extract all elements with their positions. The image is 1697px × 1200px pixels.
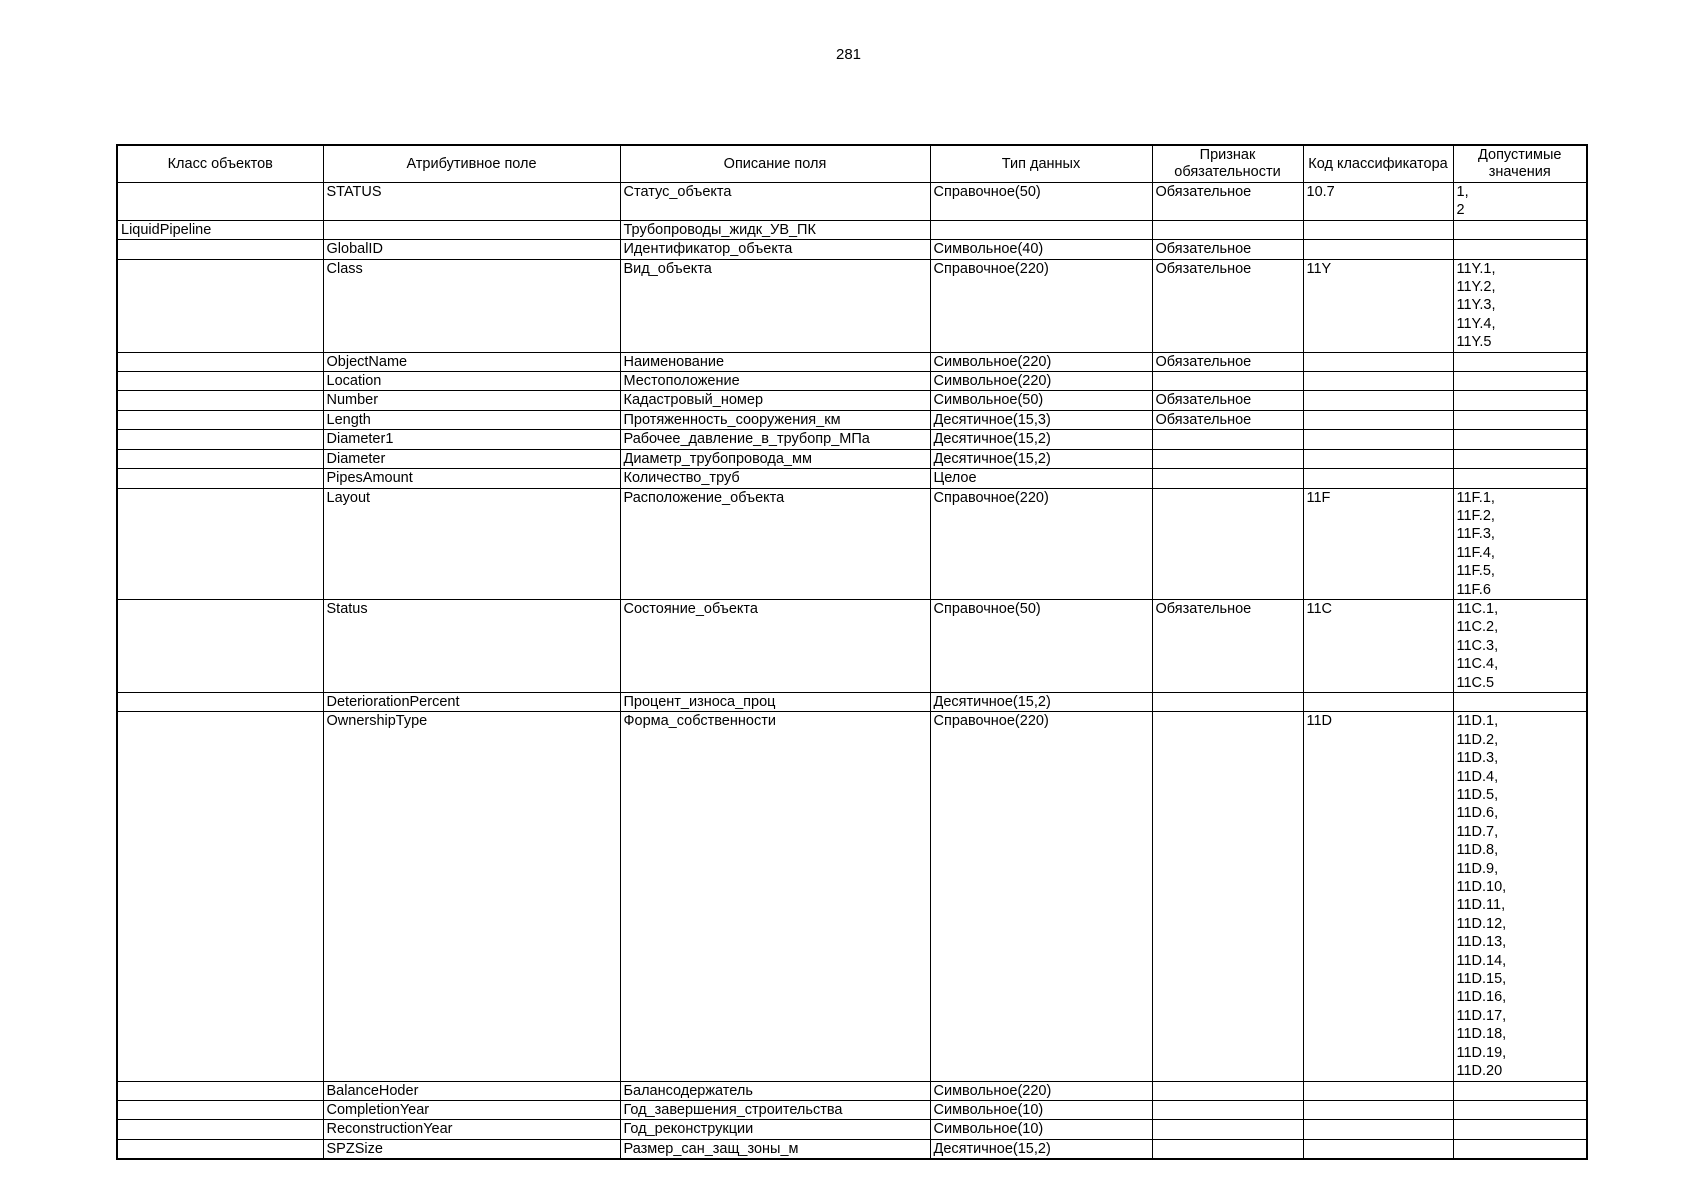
table-row [117, 712, 1587, 1081]
cell-field-description: Диаметр_трубопровода_мм [620, 449, 930, 468]
cell-object-class [117, 1139, 323, 1159]
cell-field-description: Состояние_объекта [620, 599, 930, 692]
cell-classifier-code [1303, 240, 1453, 259]
cell-attribute-field: OwnershipType [323, 712, 620, 1081]
header-classifier-code: Код классификатора [1303, 145, 1453, 183]
table-header-row [117, 145, 1587, 183]
cell-data-type: Целое [930, 469, 1152, 488]
cell-required-flag [1152, 1120, 1303, 1139]
cell-classifier-code [1303, 410, 1453, 429]
cell-object-class [117, 1100, 323, 1119]
cell-required-flag: Обязательное [1152, 599, 1303, 692]
cell-allowed-values: 11Y.1, 11Y.2, 11Y.3, 11Y.4, 11Y.5 [1453, 259, 1587, 352]
cell-attribute-field: GlobalID [323, 240, 620, 259]
cell-classifier-code [1303, 391, 1453, 410]
cell-data-type: Десятичное(15,2) [930, 430, 1152, 449]
cell-field-description: Рабочее_давление_в_трубопр_МПа [620, 430, 930, 449]
cell-attribute-field: PipesAmount [323, 469, 620, 488]
cell-required-flag [1152, 1100, 1303, 1119]
cell-attribute-field: Status [323, 599, 620, 692]
cell-required-flag: Обязательное [1152, 352, 1303, 371]
cell-object-class [117, 391, 323, 410]
cell-field-description: Год_реконструкции [620, 1120, 930, 1139]
cell-classifier-code: 10.7 [1303, 183, 1453, 221]
cell-attribute-field: Length [323, 410, 620, 429]
cell-object-class [117, 449, 323, 468]
header-data-type: Тип данных [930, 145, 1152, 183]
cell-classifier-code [1303, 1120, 1453, 1139]
cell-required-flag [1152, 488, 1303, 599]
header-allowed-values: Допустимые значения [1453, 145, 1587, 183]
cell-allowed-values [1453, 1139, 1587, 1159]
cell-classifier-code [1303, 1139, 1453, 1159]
cell-object-class [117, 352, 323, 371]
cell-required-flag [1152, 372, 1303, 391]
cell-data-type: Десятичное(15,2) [930, 449, 1152, 468]
cell-required-flag: Обязательное [1152, 240, 1303, 259]
cell-allowed-values [1453, 240, 1587, 259]
cell-field-description: Форма_собственности [620, 712, 930, 1081]
cell-field-description: Вид_объекта [620, 259, 930, 352]
table-row [117, 240, 1587, 259]
cell-data-type: Справочное(220) [930, 488, 1152, 599]
cell-object-class [117, 692, 323, 711]
table-row [117, 469, 1587, 488]
cell-field-description: Количество_труб [620, 469, 930, 488]
cell-allowed-values [1453, 1081, 1587, 1100]
cell-classifier-code [1303, 430, 1453, 449]
cell-field-description: Статус_объекта [620, 183, 930, 221]
cell-data-type: Символьное(50) [930, 391, 1152, 410]
cell-allowed-values [1453, 220, 1587, 239]
header-field-description: Описание поля [620, 145, 930, 183]
cell-attribute-field: BalanceHoder [323, 1081, 620, 1100]
cell-field-description: Балансодержатель [620, 1081, 930, 1100]
cell-allowed-values [1453, 692, 1587, 711]
cell-allowed-values [1453, 1120, 1587, 1139]
table-row [117, 1120, 1587, 1139]
cell-data-type: Символьное(40) [930, 240, 1152, 259]
cell-attribute-field: ObjectName [323, 352, 620, 371]
cell-required-flag [1152, 449, 1303, 468]
cell-attribute-field: CompletionYear [323, 1100, 620, 1119]
cell-field-description: Идентификатор_объекта [620, 240, 930, 259]
cell-allowed-values [1453, 391, 1587, 410]
cell-classifier-code: 11D [1303, 712, 1453, 1081]
cell-attribute-field: ReconstructionYear [323, 1120, 620, 1139]
cell-classifier-code [1303, 449, 1453, 468]
cell-object-class [117, 240, 323, 259]
cell-allowed-values [1453, 410, 1587, 429]
cell-data-type: Десятичное(15,2) [930, 692, 1152, 711]
cell-data-type: Справочное(220) [930, 259, 1152, 352]
header-required-flag: Признак обязательности [1152, 145, 1303, 183]
cell-field-description: Наименование [620, 352, 930, 371]
cell-required-flag [1152, 220, 1303, 239]
cell-field-description: Местоположение [620, 372, 930, 391]
cell-object-class [117, 259, 323, 352]
cell-required-flag [1152, 712, 1303, 1081]
cell-data-type: Символьное(220) [930, 1081, 1152, 1100]
table-row [117, 1081, 1587, 1100]
cell-classifier-code: 11F [1303, 488, 1453, 599]
header-attribute-field: Атрибутивное поле [323, 145, 620, 183]
cell-data-type: Справочное(220) [930, 712, 1152, 1081]
cell-field-description: Год_завершения_строительства [620, 1100, 930, 1119]
cell-attribute-field: Diameter [323, 449, 620, 468]
cell-required-flag [1152, 1139, 1303, 1159]
cell-attribute-field: Number [323, 391, 620, 410]
cell-field-description: Протяженность_сооружения_км [620, 410, 930, 429]
cell-object-class [117, 372, 323, 391]
table-row [117, 183, 1587, 221]
cell-attribute-field: Diameter1 [323, 430, 620, 449]
cell-field-description: Размер_сан_защ_зоны_м [620, 1139, 930, 1159]
cell-required-flag [1152, 1081, 1303, 1100]
cell-attribute-field: STATUS [323, 183, 620, 221]
table-row [117, 430, 1587, 449]
cell-required-flag: Обязательное [1152, 183, 1303, 221]
table-row [117, 449, 1587, 468]
cell-data-type: Справочное(50) [930, 183, 1152, 221]
cell-classifier-code: 11C [1303, 599, 1453, 692]
table-row [117, 391, 1587, 410]
cell-required-flag [1152, 692, 1303, 711]
cell-classifier-code [1303, 1100, 1453, 1119]
cell-attribute-field [323, 220, 620, 239]
cell-classifier-code [1303, 372, 1453, 391]
cell-data-type: Символьное(220) [930, 372, 1152, 391]
cell-allowed-values: 1, 2 [1453, 183, 1587, 221]
cell-object-class [117, 183, 323, 221]
cell-object-class [117, 469, 323, 488]
cell-required-flag [1152, 430, 1303, 449]
table-row [117, 352, 1587, 371]
cell-attribute-field: SPZSize [323, 1139, 620, 1159]
cell-object-class [117, 712, 323, 1081]
cell-object-class: LiquidPipeline [117, 220, 323, 239]
cell-required-flag [1152, 469, 1303, 488]
cell-required-flag: Обязательное [1152, 410, 1303, 429]
cell-field-description: Трубопроводы_жидк_УВ_ПК [620, 220, 930, 239]
cell-data-type: Справочное(50) [930, 599, 1152, 692]
attributes-table [116, 144, 1588, 1160]
table-row [117, 259, 1587, 352]
cell-classifier-code [1303, 352, 1453, 371]
cell-attribute-field: Location [323, 372, 620, 391]
cell-classifier-code [1303, 469, 1453, 488]
cell-data-type: Символьное(10) [930, 1120, 1152, 1139]
cell-field-description: Кадастровый_номер [620, 391, 930, 410]
cell-data-type [930, 220, 1152, 239]
cell-required-flag: Обязательное [1152, 391, 1303, 410]
cell-allowed-values [1453, 430, 1587, 449]
cell-data-type: Десятичное(15,3) [930, 410, 1152, 429]
table-row [117, 599, 1587, 692]
cell-allowed-values [1453, 469, 1587, 488]
cell-attribute-field: Class [323, 259, 620, 352]
cell-allowed-values [1453, 1100, 1587, 1119]
cell-allowed-values: 11D.1, 11D.2, 11D.3, 11D.4, 11D.5, 11D.6, 11D.7, 11D.8, 11D.9, 11D.10, 11D.11, 11D.12, 11D.13, 11D.14, 11D.15, 11D.16, 11D.17, 11D.18, 11D.19, 11D.20 [1453, 712, 1587, 1081]
cell-object-class [117, 1081, 323, 1100]
cell-allowed-values [1453, 352, 1587, 371]
table-body [117, 183, 1587, 1160]
cell-object-class [117, 430, 323, 449]
cell-classifier-code [1303, 692, 1453, 711]
cell-data-type: Символьное(10) [930, 1100, 1152, 1119]
table-row [117, 410, 1587, 429]
cell-field-description: Расположение_объекта [620, 488, 930, 599]
page-number: 281 [835, 46, 862, 63]
cell-data-type: Десятичное(15,2) [930, 1139, 1152, 1159]
cell-object-class [117, 599, 323, 692]
cell-object-class [117, 1120, 323, 1139]
table-row [117, 372, 1587, 391]
header-object-class: Класс объектов [117, 145, 323, 183]
table-row [117, 220, 1587, 239]
cell-allowed-values: 11F.1, 11F.2, 11F.3, 11F.4, 11F.5, 11F.6 [1453, 488, 1587, 599]
table-row [117, 1139, 1587, 1159]
table-row [117, 692, 1587, 711]
cell-allowed-values [1453, 449, 1587, 468]
cell-allowed-values: 11C.1, 11C.2, 11C.3, 11C.4, 11C.5 [1453, 599, 1587, 692]
cell-data-type: Символьное(220) [930, 352, 1152, 371]
cell-classifier-code [1303, 1081, 1453, 1100]
cell-classifier-code [1303, 220, 1453, 239]
table-row [117, 488, 1587, 599]
cell-required-flag: Обязательное [1152, 259, 1303, 352]
cell-attribute-field: Layout [323, 488, 620, 599]
cell-object-class [117, 410, 323, 429]
cell-classifier-code: 11Y [1303, 259, 1453, 352]
cell-field-description: Процент_износа_проц [620, 692, 930, 711]
table-row [117, 1100, 1587, 1119]
cell-attribute-field: DeteriorationPercent [323, 692, 620, 711]
cell-allowed-values [1453, 372, 1587, 391]
cell-object-class [117, 488, 323, 599]
